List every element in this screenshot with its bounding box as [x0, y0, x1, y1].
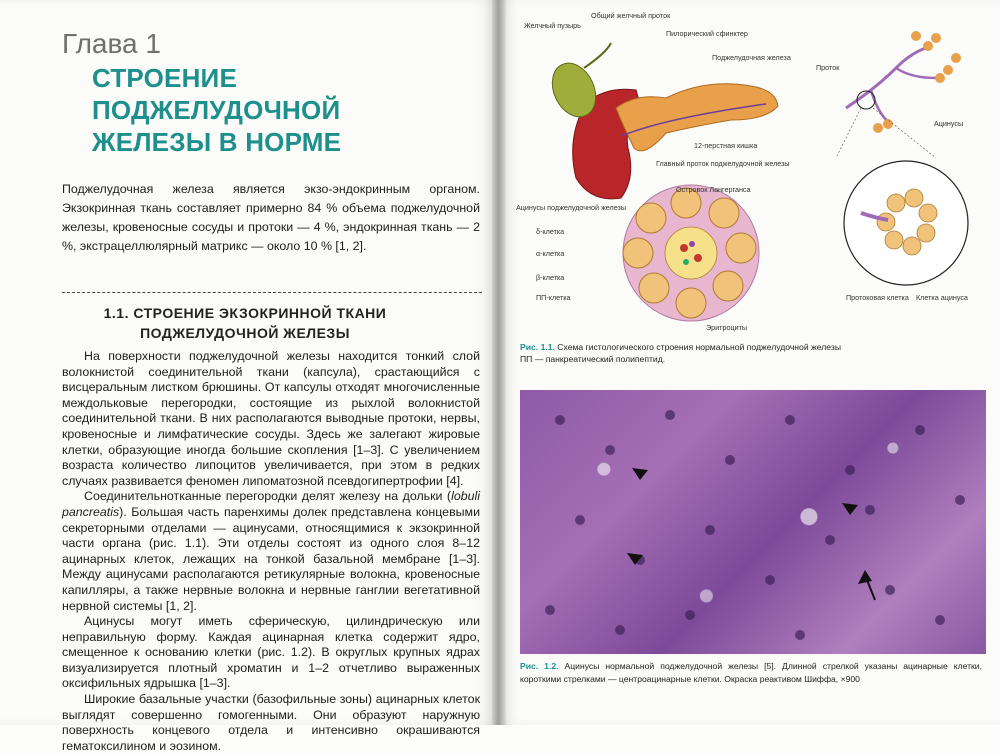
short-arrow — [632, 468, 648, 480]
paragraph: На поверхности поджелудочной железы находится тонкий слой волокнистой соединительной ткани (капсула), срастающийся с висцеральным листком брюшины. От капсулы отходят многочисленные междольковые перегородки, состоящие из рыхлой волокнистой соединительной ткани. В них располагаются выводные протоки, нервы, кровеносные и лимфатические сосуды. Здесь же залегают жировые клетки, образующие иногда большие скопления [1–3]. С увеличением возраста количество липоцитов увеличивается, при этом в редких случаях развивается феномен липоматозной псевдогипертрофии [4]. — [62, 349, 480, 488]
label-duct: Проток — [816, 63, 840, 72]
label-islet: Островок Лангерганса — [676, 185, 751, 194]
intro-paragraph: Поджелудочная железа является экзо-эндокринным органом. Экзокринная ткань составляет примерно 84 % объема поджелудочной железы, кровеносные сосуды и протоки — 4 %, эндокринная ткань — 2 %, экстрацеллюлярный матрикс — около 10 % [1, 2]. — [62, 182, 480, 253]
section-title-line: 1.1. СТРОЕНИЕ ЭКЗОКРИННОЙ ТКАНИ — [103, 305, 387, 321]
label-acini-top: Ацинусы — [934, 119, 964, 128]
long-arrow-head — [858, 570, 872, 584]
paragraph-part: Соединительнотканные перегородки делят железу на дольки ( — [84, 489, 452, 504]
chapter-title — [92, 62, 472, 158]
label-delta-cell: δ-клетка — [536, 227, 565, 236]
micrograph-image — [520, 390, 986, 654]
left-page — [0, 0, 498, 753]
label-ductal-cell: Протоковая клетка — [846, 293, 909, 302]
label-acinar-cell: Клетка ацинуса — [916, 293, 968, 302]
label-acini-pancreas: Ацинусы поджелудочной железы — [516, 203, 627, 212]
figure2-number: Рис. 1.2. — [520, 661, 559, 671]
label-pp-cell: ПП-клетка — [536, 293, 571, 302]
label-beta-cell: β-клетка — [536, 273, 565, 282]
label-pyloric-sphincter: Пилорический сфинктер — [666, 29, 748, 38]
chapter-title-line: СТРОЕНИЕ ПОДЖЕЛУДОЧНОЙ — [92, 63, 341, 125]
label-common-bile-duct: Общий желчный проток — [591, 11, 671, 20]
figure1-caption-note: ПП — панкреатический полипептид. — [520, 354, 666, 364]
section-divider — [62, 292, 482, 293]
acinus-magnified — [844, 161, 968, 285]
paragraph: Ацинусы могут иметь сферическую, цилиндрическую или неправильную форму. Каждая ацинарная клетка содержит ядро, смещенное к основанию клетки (рис. 1.2). В округлых крупных ядрах визуализируется плотный хроматин и 1–2 отчетливо выраженных оксифильных ядрышка [1–3]. — [62, 614, 480, 691]
bile-duct-shape — [584, 43, 611, 68]
right-page — [498, 0, 1000, 725]
figure1-caption — [520, 341, 980, 365]
book-gutter — [492, 0, 506, 725]
label-duodenum: 12-перстная кишка — [694, 141, 758, 150]
section-title-line: ПОДЖЕЛУДОЧНОЙ ЖЕЛЕЗЫ — [140, 325, 350, 341]
label-main-duct: Главный проток поджелудочной железы — [656, 159, 790, 168]
figure1-caption-text: Схема гистологического строения нормальной поджелудочной железы — [557, 342, 841, 352]
nuclei — [545, 410, 965, 640]
figure1-number: Рис. 1.1. — [520, 342, 555, 352]
figure2-caption — [520, 660, 982, 686]
duct-tree — [846, 31, 964, 133]
paragraph-part: ). Большая часть паренхимы долек представлена концевыми секреторными отделами — ацинусами, относящимися к экзокринной части органа (рис. 1.1). Эти отделы состоят из одного слоя 8–12 ацинарных клеток, лежащих на тонкой базальной мембране [1–3]. Между ацинусами располагаются ретикулярные волокна, кровеносные капилляры, а также нервные волокна и нервные ганглии вегетативной нервной системы [1, 2]. — [62, 504, 480, 613]
label-erythrocytes: Эритроциты — [706, 323, 748, 332]
latin-term: lobuli pancreatis — [62, 489, 480, 519]
islet-core — [665, 227, 717, 279]
label-pancreas: Поджелудочная железа — [712, 53, 791, 62]
label-gallbladder: Желчный пузырь — [524, 21, 581, 30]
chapter-label: Глава 1 — [62, 28, 161, 59]
body-text — [62, 349, 480, 754]
label-alpha-cell: α-клетка — [536, 249, 565, 258]
chapter-title-line: ЖЕЛЕЗЫ В НОРМЕ — [92, 127, 342, 157]
figure2-caption-text: Ацинусы нормальной поджелудочной железы [5]. Длинной стрелкой указаны ацинарные клетки, короткими стрелками — центроацинарные клетки. Окраска реактивом Шиффа, ×900 — [520, 661, 982, 684]
pancreas-histology-diagram — [516, 8, 986, 338]
paragraph — [62, 489, 480, 614]
paragraph: Широкие базальные участки (базофильные зоны) ацинарных клеток выглядят совершенно гомогенными. Они образуют наружную поверхность концевого отдела и интенсивно окрашиваются гематоксилином и эозином. — [62, 692, 480, 753]
section-title — [80, 303, 410, 343]
micrograph-overlay — [520, 390, 986, 654]
short-arrow — [842, 503, 858, 515]
